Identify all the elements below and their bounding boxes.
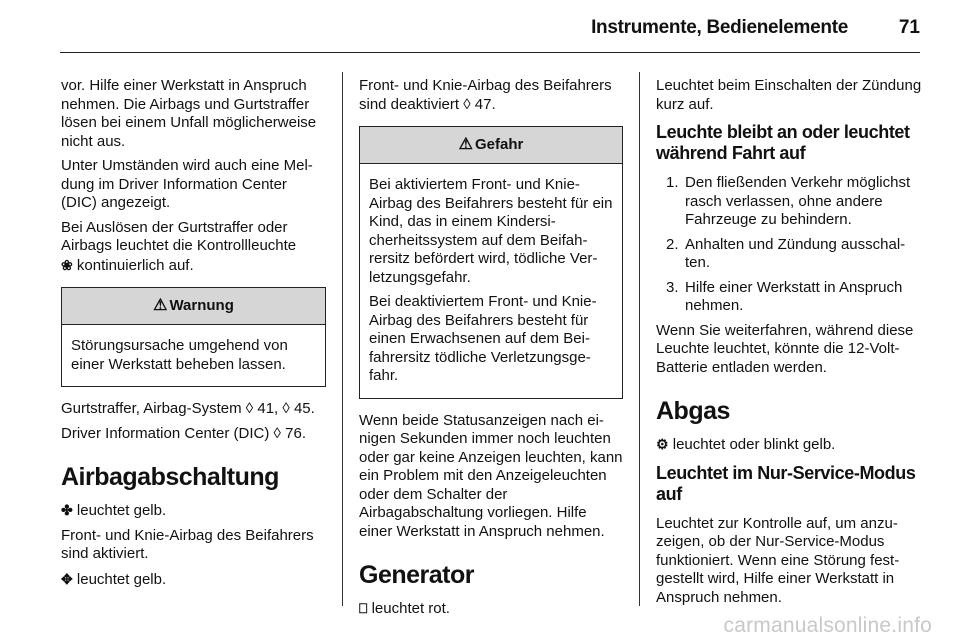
warning-box: [61, 287, 326, 387]
paragraph: Wenn Sie weiterfahren, während diese Leuchte leuchtet, könnte die 12-Volt-Batterie entladen werden.: [656, 321, 914, 376]
paragraph: [61, 219, 326, 276]
paragraph-text: kontinuierlich auf.: [76, 256, 194, 274]
warning-text: Störungsursache umgehend von einer Werkstatt beheben lassen.: [71, 337, 288, 373]
warning-box-header: [62, 288, 325, 325]
danger-text: Bei aktiviertem Front- und Knie-Airbag des Beifahrers besteht für ein Kind, das in einem Kindersicherheitssystem auf dem Beifahrersitz befördert wird, tödliche Verletzungsgefahr.: [369, 176, 613, 286]
column-2: [359, 77, 623, 625]
paragraph: Front- und Knie-Airbag des Beifahrers sind deaktiviert ◊ 47.: [359, 77, 612, 113]
paragraph: [359, 599, 623, 619]
paragraph: [656, 435, 922, 455]
battery-icon: ⎕: [359, 600, 368, 616]
paragraph: Unter Umständen wird auch eine Meldung im Driver Information Center (DIC) angezeigt.: [61, 157, 313, 211]
list-item: 2. Anhalten und Zündung ausschalten.: [666, 235, 906, 271]
section-heading-abgas: Abgas: [656, 397, 730, 425]
warning-box-title: Warnung: [169, 296, 234, 314]
list-item: 3. Hilfe einer Werkstatt in Anspruch nehmen.: [666, 278, 903, 314]
warning-triangle-icon: ⚠: [153, 296, 168, 314]
paragraph: vor. Hilfe einer Werkstatt in Anspruch nehmen. Die Airbags und Gurtstraffer lösen bei einem Unfall möglicherweise nicht aus.: [61, 77, 317, 150]
subheading: Leuchtet im Nur-Service-Modus auf: [656, 462, 916, 504]
column-3: [656, 77, 922, 613]
watermark: carmanualsonline.info: [723, 614, 932, 637]
paragraph: Leuchtet beim Einschalten der Zündung kurz auf.: [656, 77, 922, 113]
header-divider: [60, 52, 920, 53]
paragraph-text: Bei Auslösen der Gurtstraffer oder Airbags leuchtet die Kontrollleuchte: [61, 218, 297, 254]
passenger-airbag-off-icon: ✥: [61, 570, 73, 587]
column-divider-2: [639, 72, 640, 606]
paragraph: Wenn beide Statusanzeigen nach einigen Sekunden immer noch leuchten oder gar keine Anzeigen leuchten, kann ein Problem mit den Anzeigeleuchten oder dem Schalter der Airbagabschaltung vorliegen. Hilfe einer Werkstatt in Anspruch nehmen.: [359, 411, 623, 540]
paragraph: [61, 570, 326, 590]
paragraph-text: leuchtet oder blinkt gelb.: [672, 436, 836, 453]
subheading: Leuchte bleibt an oder leuchtet während Fahrt auf: [656, 122, 910, 163]
paragraph-text: leuchtet rot.: [371, 600, 450, 617]
page-header: [0, 0, 960, 52]
warning-triangle-icon: ⚠: [458, 135, 473, 153]
section-heading-generator: Generator: [359, 561, 474, 589]
paragraph: Front- und Knie-Airbag des Beifahrers sind aktiviert.: [61, 526, 314, 562]
list-item: 1. Den fließenden Verkehr möglichst rasch verlassen, ohne andere Fahrzeuge zu behindern.: [666, 174, 911, 228]
danger-box-title: Gefahr: [474, 135, 524, 153]
engine-check-icon: ⚙: [656, 436, 669, 452]
page-title: Instrumente, Bedienelemente: [591, 17, 848, 38]
paragraph: Leuchtet zur Kontrolle auf, um anzuzeigen, ob der Nur-Service-Modus funktioniert. Wenn eine Störung festgestellt wird, Hilfe einer Werkstatt in Anspruch nehmen.: [656, 514, 900, 606]
column-divider-1: [342, 72, 343, 606]
section-heading-airbagabschaltung: Airbagabschaltung: [61, 463, 279, 491]
paragraph-text: leuchtet gelb.: [76, 570, 167, 588]
paragraph-text: leuchtet gelb.: [76, 502, 167, 519]
cross-reference: Driver Information Center (DIC) ◊ 76.: [61, 424, 306, 442]
cross-reference: Gurtstraffer, Airbag-System ◊ 41, ◊ 45.: [61, 400, 315, 417]
paragraph: [61, 501, 326, 521]
passenger-airbag-on-icon: ✤: [61, 502, 73, 518]
warning-box-body: [62, 325, 325, 386]
page-number: 71: [898, 17, 920, 38]
numbered-list: [656, 174, 922, 316]
column-1: [61, 77, 326, 595]
danger-text: Bei deaktiviertem Front- und Knie-Airbag des Beifahrers besteht für einen Erwachsenen auf dem Beifahrersitz tödliche Verletzungsgefahr.: [369, 293, 597, 384]
danger-box-body: [360, 164, 622, 398]
danger-box-header: [360, 127, 622, 164]
seatbelt-airbag-warning-icon: ❀: [61, 256, 73, 273]
danger-box: [359, 126, 623, 399]
